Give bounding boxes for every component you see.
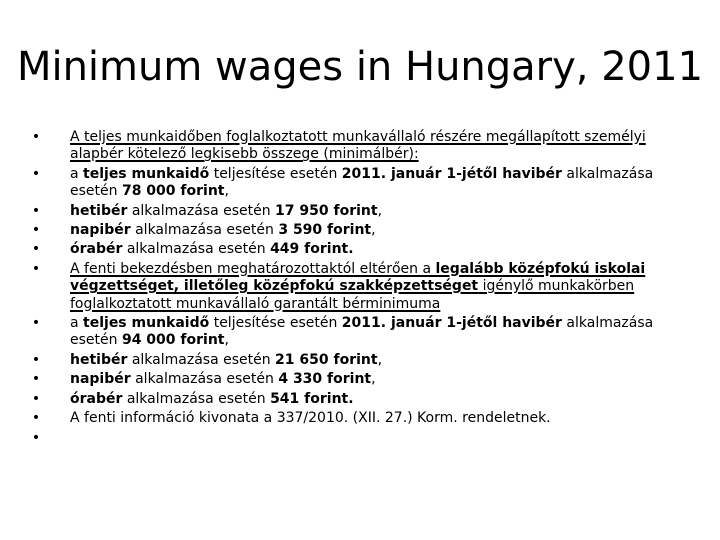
list-item — [30, 352, 690, 369]
text-run: igénylő munkakörben foglalkoztatott munkavállaló garantált bérminimuma — [70, 278, 635, 312]
bold-text: teljes munkaidő — [83, 315, 210, 332]
bullet-icon: • — [31, 165, 41, 182]
bold-text: hetibér — [70, 202, 128, 219]
list-item — [30, 222, 690, 239]
text-run: teljesítése esetén — [209, 165, 342, 182]
text-run: alkalmazása esetén — [122, 241, 271, 258]
bold-text: 3 590 forint — [278, 222, 372, 239]
text-run: , — [371, 371, 376, 388]
list-item — [30, 166, 690, 201]
bold-text: legalább középfokú iskolai végzettséget, illetőleg középfokú szakképzettséget — [70, 260, 646, 295]
bold-text: 78 000 forint — [121, 183, 225, 200]
bold-text: 2011. január 1-jétől havibér — [341, 165, 562, 182]
bullet-icon: • — [31, 371, 41, 388]
bold-text: 17 950 forint — [275, 202, 378, 219]
text-run: teljesítése esetén — [209, 315, 342, 332]
text-run: , — [377, 351, 383, 368]
text-run: alkalmazása esetén — [70, 315, 654, 349]
bullet-icon: • — [31, 222, 41, 239]
slide-title: Minimum wages in Hungary, 2011 — [16, 44, 704, 90]
list-item-text — [70, 410, 551, 426]
list-item-text — [70, 241, 354, 257]
bullet-icon: • — [31, 241, 41, 258]
text-run: alkalmazása esetén — [127, 351, 276, 368]
list-item-text — [70, 129, 646, 162]
list-item — [30, 261, 690, 313]
list-item-text — [70, 430, 74, 446]
list-item-text — [70, 391, 354, 407]
text-run: A fenti információ kivonata a 337/2010. (XII. 27.) Korm. rendeletnek. — [70, 410, 551, 427]
list-item — [30, 315, 690, 350]
list-item-text — [70, 315, 653, 348]
list-item-text — [70, 222, 376, 238]
bold-text: órabér — [70, 241, 123, 258]
bullet-list — [30, 129, 690, 449]
bold-text: napibér — [70, 371, 131, 388]
text-run: alkalmazása esetén — [127, 202, 276, 219]
text-run: alkalmazása esetén — [70, 165, 654, 200]
bold-text: 21 650 forint — [275, 351, 378, 368]
list-item — [30, 129, 690, 164]
list-item — [30, 430, 690, 447]
text-run: , — [224, 332, 229, 349]
bold-text: hetibér — [70, 351, 128, 368]
bold-text: napibér — [70, 222, 131, 239]
list-item-text — [70, 166, 653, 199]
list-item — [30, 391, 690, 408]
list-item — [30, 203, 690, 220]
list-item-text — [70, 371, 376, 387]
bold-text: 4 330 forint — [278, 371, 372, 388]
bold-text: 94 000 forint — [121, 332, 225, 349]
bold-text: 449 forint. — [270, 241, 354, 258]
text-run: alkalmazása esetén — [130, 371, 279, 388]
bullet-icon: • — [31, 315, 41, 332]
bullet-icon: • — [31, 390, 41, 407]
bullet-icon: • — [31, 260, 41, 277]
text-run: , — [371, 222, 376, 239]
text-run: a — [70, 165, 84, 182]
bold-text: 2011. január 1-jétől havibér — [341, 315, 562, 332]
text-run: A fenti bekezdésben meghatározottaktól eltérően a — [70, 260, 436, 277]
bold-text: 541 forint. — [270, 390, 354, 407]
list-item-text — [70, 261, 645, 312]
bullet-icon: • — [31, 351, 41, 368]
text-run: A teljes munkaidőben foglalkoztatott munkavállaló részére megállapított személyi alapbér kötelező legkisebb összege (minimálbér): — [70, 129, 646, 163]
bold-text: órabér — [70, 390, 123, 407]
bullet-icon: • — [31, 202, 41, 219]
text-run: alkalmazása esetén — [130, 222, 279, 239]
text-run: a — [70, 315, 84, 332]
bullet-icon: • — [31, 129, 41, 145]
bullet-icon: • — [31, 429, 41, 446]
list-item-text — [70, 352, 382, 368]
bullet-icon: • — [31, 410, 41, 427]
text-run: alkalmazása esetén — [122, 390, 271, 407]
text-run: , — [224, 183, 229, 200]
bold-text: teljes munkaidő — [83, 165, 210, 182]
list-item — [30, 371, 690, 388]
list-item — [30, 410, 690, 427]
list-item — [30, 241, 690, 258]
text-run: , — [377, 202, 383, 219]
list-item-text — [70, 203, 382, 219]
